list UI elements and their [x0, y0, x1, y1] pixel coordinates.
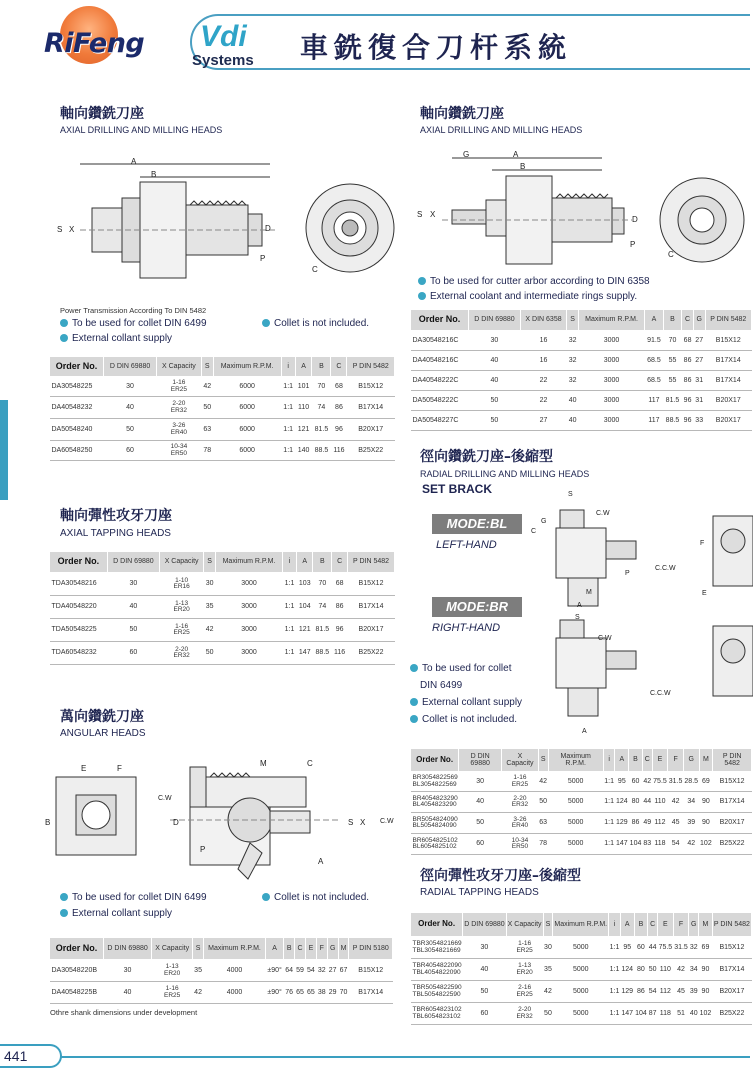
s2-bullet-2: External coolant and intermediate rings supply.	[418, 291, 637, 302]
s5-th-rpm: Maximum R.P.M.	[548, 749, 603, 772]
s2-bullet-1: To be used for cutter arbor according to DIN 6358	[418, 276, 650, 287]
s5-th-m: M	[699, 749, 713, 772]
s6-th-x: X Capacity	[506, 913, 543, 937]
s5-th-f: F	[668, 749, 684, 772]
s5-label-a2: A	[582, 728, 587, 735]
s3-th-s: S	[204, 552, 216, 573]
s6-th-e: E	[658, 913, 674, 937]
s1-th-c: C	[331, 357, 347, 377]
mode-bl-badge: MODE:BL	[432, 514, 522, 534]
s6-title-cn: 徑向彈性攻牙刀座–後縮型	[420, 868, 581, 884]
s5-bullet-2: External collant supply	[410, 697, 522, 708]
s4-th-m: M	[338, 938, 349, 960]
s4-label-cw2: C.W	[380, 818, 394, 825]
s2-th-p: P DIN 5482	[705, 310, 751, 331]
s4-label-p: P	[200, 845, 206, 854]
s4-th-p: P DIN 5180	[349, 938, 393, 960]
table-row: BR6054825102 BL6054825102 60 10-34 ER50 78 5000 1:1 147 104 83 118 54 42 102 B25X22	[411, 834, 752, 855]
s1-th-s: S	[201, 357, 213, 377]
s1-label-d: D	[265, 224, 271, 233]
s2-label-g: G	[463, 150, 470, 159]
s4-th-s: S	[193, 938, 204, 960]
s5-th-s: S	[538, 749, 548, 772]
s4-bullet-1: To be used for collet DIN 6499	[60, 892, 207, 903]
s1-th-p: P DIN 5482	[347, 357, 395, 377]
s4-note: Othre shank dimensions under development	[50, 1008, 198, 1017]
s2-title-cn: 軸向鑽銑刀座	[420, 106, 504, 122]
s5-th-i: i	[603, 749, 615, 772]
s6-th-d: D DIN 69880	[463, 913, 506, 937]
mode-br-badge: MODE:BR	[432, 597, 522, 617]
s5-label-g: G	[541, 518, 547, 525]
s4-th-b: B	[284, 938, 295, 960]
vdi-mark: Vdi	[200, 20, 247, 53]
s2-th-a: A	[645, 310, 664, 331]
s5-label-ccw: C.C.W	[655, 565, 676, 572]
s5-th-p: P DIN 5482	[713, 749, 752, 772]
s5-bullet-1: To be used for collet	[410, 663, 512, 674]
s1-th-a: A	[295, 357, 312, 377]
s4-th-rpm: Maximum R.P.M.	[204, 938, 266, 960]
s4-label-c: C	[307, 759, 313, 768]
s1-table	[49, 356, 395, 461]
table-row: BR3054822569 BL3054822569 30 1-16 ER25 42 5000 1:1 95 60 42 75.5 31.5 28.5 69 B15X12	[411, 772, 752, 792]
s2-th-rpm: Maximum R.P.M.	[578, 310, 644, 331]
s1-label-s: S	[57, 225, 63, 234]
systems-label: Systems	[192, 52, 254, 69]
s4-label-e: E	[81, 764, 87, 773]
s5-title-cn: 徑向鑽銑刀座–後縮型	[420, 449, 553, 465]
s5-label-a: A	[577, 602, 582, 609]
s4-label-s: S	[348, 818, 354, 827]
s2-th-order: Order No.	[411, 310, 469, 331]
table-row: TBR3054821669 TBL3054821669 30 1-16 ER25 30 5000 1:1 95 60 44 75.5 31.5 32 69 B15X12	[411, 937, 752, 959]
table-row: TDA60548232 60 2-20 ER32 50 3000 1:1 147 88.5 116 B25X22	[50, 642, 395, 665]
s5-th-x: X Capacity	[502, 749, 539, 772]
s5-label-s: S	[568, 491, 573, 498]
s2-label-p: P	[630, 240, 636, 249]
s4-th-x: X Capacity	[152, 938, 193, 960]
s6-th-a: A	[620, 913, 634, 937]
s2-label-a: A	[513, 150, 519, 159]
s3-th-d: D DIN 69880	[107, 552, 159, 573]
s2-th-g: G	[693, 310, 705, 331]
s5-th-g: G	[683, 749, 699, 772]
table-row: DA60548250 60 10-34 ER50 78 6000 1:1 140 88.5 116 B25X22	[50, 441, 395, 461]
table-row: DA30548225 30 1-16 ER25 42 6000 1:1 101 70 68 B15X12	[50, 377, 395, 397]
s2-label-s: S	[417, 210, 423, 219]
s1-label-a: A	[131, 157, 137, 166]
s1-label-x: X	[69, 225, 75, 234]
s1-label-b: B	[151, 170, 157, 179]
table-row: DA50548240 50 3-26 ER40 63 6000 1:1 121 81.5 96 B20X17	[50, 419, 395, 441]
s3-th-p: P DIN 5482	[348, 552, 395, 573]
s3-th-b: B	[313, 552, 332, 573]
s6-th-i: i	[609, 913, 621, 937]
s4-bullet-3: Collet is not included.	[262, 892, 369, 903]
table-row: DA40548225B 40 1-16 ER25 42 4000 ±90° 76 65 65 38 29 70 B17X14	[50, 982, 393, 1004]
s5-title-en: RADIAL DRILLING AND MILLING HEADS	[420, 469, 590, 479]
s6-th-rpm: Maximum R.P.M.	[553, 913, 609, 937]
s5-label-c: C	[531, 528, 537, 535]
s5-table	[410, 748, 752, 855]
s2-th-c: C	[682, 310, 694, 331]
s1-note: Power Transmission According To DIN 5482	[60, 306, 207, 315]
s4-title-en: ANGULAR HEADS	[60, 728, 146, 739]
page-title: 車銑復合刀杆系統	[300, 31, 573, 64]
s6-th-b: B	[634, 913, 648, 937]
s1-label-p: P	[260, 254, 266, 263]
table-row: BR5054824090 BL5054824090 50 3-26 ER40 63 5000 1:1 129 86 49 112 45 39 90 B20X17	[411, 813, 752, 834]
table-row: DA40548222C 40 22 32 3000 68.5 55 86 31 B17X14	[411, 371, 752, 391]
s3-th-a: A	[297, 552, 313, 573]
s5-th-a: A	[615, 749, 629, 772]
s2-title-en: AXIAL DRILLING AND MILLING HEADS	[420, 125, 583, 135]
table-row: DA30548216C 30 16 32 3000 91.5 70 68 27 B15X12	[411, 331, 752, 351]
s4-th-c: C	[295, 938, 306, 960]
s4-label-d: D	[173, 818, 179, 827]
s1-title-en: AXIAL DRILLING AND MILLING HEADS	[60, 125, 223, 135]
s1-th-d: D DIN 69880	[104, 357, 157, 377]
page-number: 441	[4, 1048, 28, 1064]
table-row: TDA50548225 50 1-16 ER25 42 3000 1:1 121 81.5 96 B20X17	[50, 619, 395, 642]
table-row: TBR6054823102 TBL6054823102 60 2-20 ER32 50 5000 1:1 147 104 87 118 51 40 102 B25X22	[411, 1003, 752, 1025]
table-row: DA30548220B 30 1-13 ER20 35 4000 ±90° 64 59 54 32 27 67 B15X12	[50, 960, 393, 982]
table-row: TDA40548220 40 1-13 ER20 35 3000 1:1 104 74 86 B17X14	[50, 596, 395, 619]
s4-th-order: Order No.	[50, 938, 104, 960]
s4-label-x: X	[360, 818, 366, 827]
s6-title-en: RADIAL TAPPING HEADS	[420, 887, 539, 898]
s5-label-cw2: C.W	[598, 635, 612, 642]
s5-th-e: E	[652, 749, 668, 772]
table-row: TDA30548216 30 1-10 ER16 30 3000 1:1 103 70 68 B15X12	[50, 573, 395, 596]
s5-bullet-3: Collet is not included.	[410, 714, 517, 725]
s2-th-b: B	[663, 310, 682, 331]
table-row: TBR5054822590 TBL5054822590 50 2-16 ER25 42 5000 1:1 129 86 54 112 45 39 90 B20X17	[411, 981, 752, 1003]
s5-set-brack: SET BRACK	[422, 482, 493, 496]
s1-label-c: C	[312, 265, 318, 274]
s1-bullet-3: Collet is not included.	[262, 318, 369, 329]
s3-table	[49, 551, 395, 665]
s5-th-b: B	[629, 749, 643, 772]
s4-th-a: A	[265, 938, 283, 960]
s1-th-rpm: Maximum R.P.M.	[213, 357, 281, 377]
s2-drawing	[412, 148, 752, 268]
s3-title-en: AXIAL TAPPING HEADS	[60, 528, 171, 539]
s3-th-x: X Capacity	[160, 552, 204, 573]
s6-table	[410, 912, 752, 1025]
s5-drawing	[528, 496, 753, 736]
s5-th-order: Order No.	[411, 749, 459, 772]
footer-line	[60, 1056, 750, 1058]
s4-table	[49, 937, 393, 1004]
s2-th-x: X DIN 6358	[520, 310, 567, 331]
s5-label-cw: C.W	[596, 510, 610, 517]
s5-th-d: D DIN 69880	[459, 749, 502, 772]
s3-th-i: i	[282, 552, 296, 573]
s6-th-p: P DIN 5482	[712, 913, 751, 937]
s5-label-p: P	[625, 570, 630, 577]
left-hand-label: LEFT-HAND	[436, 539, 497, 551]
s3-title-cn: 軸向彈性攻牙刀座	[60, 508, 172, 524]
s3-th-order: Order No.	[50, 552, 108, 573]
s2-label-c: C	[668, 250, 674, 259]
s4-th-f: F	[316, 938, 327, 960]
s2-table	[410, 309, 752, 431]
table-row: DA50548222C 50 22 40 3000 117 81.5 96 31 B20X17	[411, 391, 752, 411]
table-row: DA40548232 40 2-20 ER32 50 6000 1:1 110 74 86 B17X14	[50, 397, 395, 419]
s6-th-f: F	[673, 913, 689, 937]
logo: RiFeng	[44, 28, 145, 59]
right-hand-label: RIGHT-HAND	[432, 622, 501, 634]
s4-th-g: G	[327, 938, 338, 960]
s5-label-f: F	[700, 540, 705, 547]
s4-th-e: E	[305, 938, 316, 960]
s1-bullet-2: External collant supply	[60, 333, 172, 344]
s5-th-c: C	[642, 749, 652, 772]
s2-th-s: S	[567, 310, 579, 331]
s5-label-ccw2: C.C.W	[650, 690, 671, 697]
s4-th-d: D DIN 69880	[103, 938, 151, 960]
s4-label-cw: C.W	[158, 795, 172, 802]
s5-label-m: M	[586, 589, 592, 596]
s1-th-order: Order No.	[50, 357, 104, 377]
s4-label-a: A	[318, 857, 324, 866]
s5-label-s2: S	[575, 614, 580, 621]
s1-th-b: B	[312, 357, 331, 377]
table-row: DA40548216C 40 16 32 3000 68.5 55 86 27 B17X14	[411, 351, 752, 371]
table-row: BR4054823290 BL4054823290 40 2-20 ER32 50 5000 1:1 124 80 44 110 42 34 90 B17X14	[411, 792, 752, 813]
table-row: DA50548227C 50 27 40 3000 117 88.5 96 33 B20X17	[411, 411, 752, 431]
side-tab	[0, 400, 8, 500]
s2-th-d: D DIN 69880	[469, 310, 521, 331]
s4-title-cn: 萬向鑽銑刀座	[60, 709, 144, 725]
s3-th-c: C	[332, 552, 348, 573]
s6-th-c: C	[648, 913, 658, 937]
s1-th-i: i	[281, 357, 295, 377]
s5-label-e: E	[702, 590, 707, 597]
s5-bullet-1b: DIN 6499	[420, 680, 463, 691]
s2-label-d: D	[632, 215, 638, 224]
s6-th-order: Order No.	[411, 913, 463, 937]
s6-th-m: M	[699, 913, 713, 937]
s4-label-f: F	[117, 764, 122, 773]
s1-drawing	[50, 150, 400, 280]
s4-bullet-2: External collant supply	[60, 908, 172, 919]
s2-label-x: X	[430, 210, 436, 219]
s6-th-s: S	[543, 913, 553, 937]
s6-th-g: G	[689, 913, 699, 937]
s4-label-b: B	[45, 818, 51, 827]
s4-label-m: M	[260, 759, 267, 768]
s1-th-x: X Capacity	[156, 357, 201, 377]
table-row: TBR4054822090 TBL4054822090 40 1-13 ER20 35 5000 1:1 124 80 50 110 42 34 90 B17X14	[411, 959, 752, 981]
s4-drawing	[40, 755, 410, 885]
s1-title-cn: 軸向鑽銑刀座	[60, 106, 144, 122]
s3-th-rpm: Maximum R.P.M.	[216, 552, 283, 573]
s1-bullet-1: To be used for collet DIN 6499	[60, 318, 207, 329]
s2-label-b: B	[520, 162, 526, 171]
